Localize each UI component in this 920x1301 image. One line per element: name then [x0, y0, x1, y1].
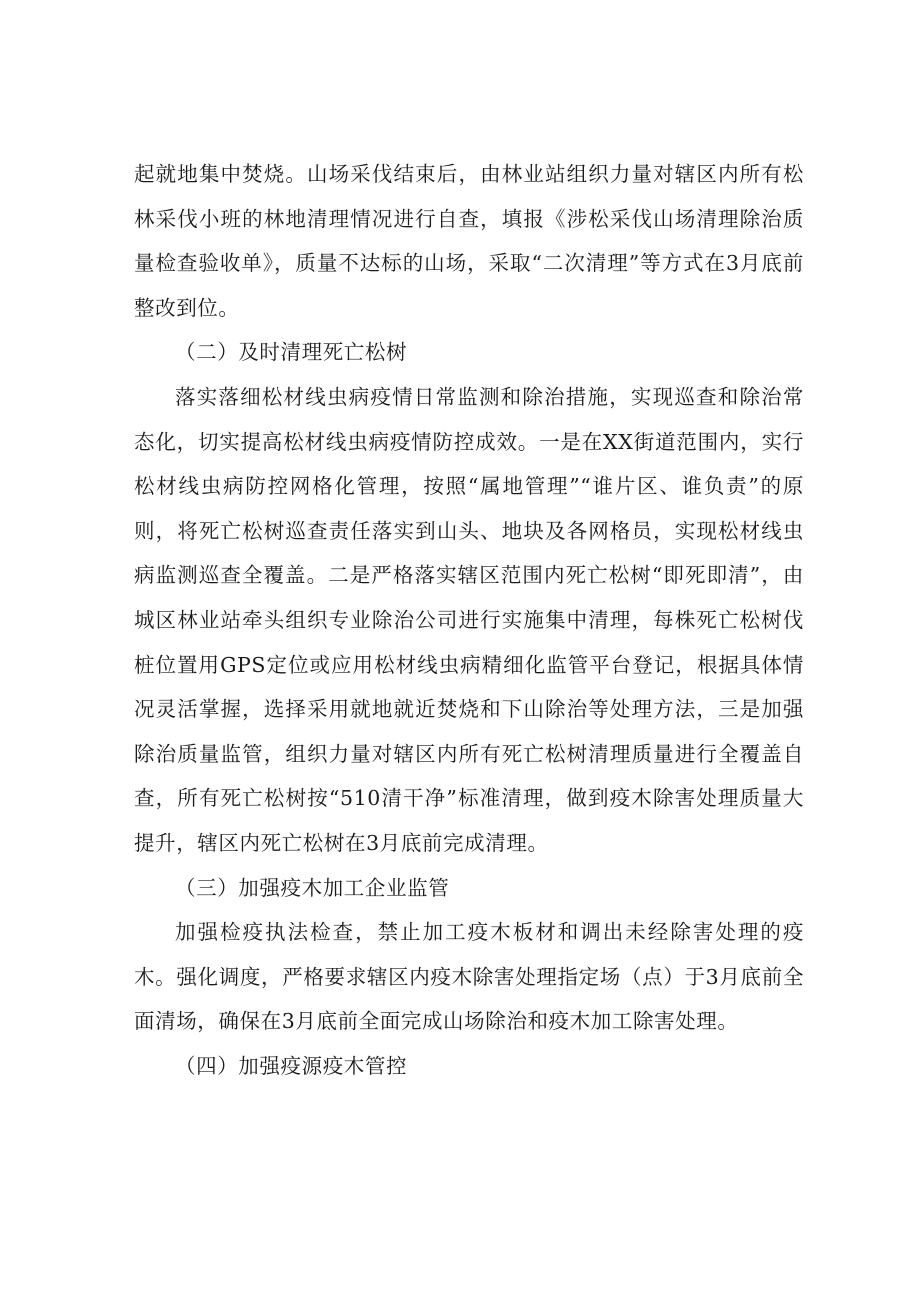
section-heading-3: （三）加强疫木加工企业监管 — [175, 875, 450, 900]
paragraph-processing-supervision: 加强检疫执法检查，禁止加工疫木板材和调出未经除害处理的疫木。强化调度，严格要求辖区内疫木除害处理指定场（点）于3月底前全面清场，确保在3月底前全面完成山场除治和疫木加工除害处理。 — [134, 920, 804, 1034]
paragraph-dead-pine-cleanup: 落实落细松材线虫病疫情日常监测和除治措施，实现巡查和除治常态化，切实提高松材线虫病疫情防控成效。一是在XX街道范围内，实行松材线虫病防控网格化管理，按照“属地管理”“谁片区、谁负责”的原则，将死亡松树巡查责任落实到山头、地块及各网格员，实现松材线虫病监测巡查全覆盖。二是严格落实辖区范围内死亡松树“即死即清”，由城区林业站牵头组织专业除治公司进行实施集中清理，每株死亡松树伐桩位置用GPS定位或应用松材线虫病精细化监管平台登记，根据具体情况灵活掌握，选择采用就地就近焚烧和下山除治等处理方法，三是加强除治质量监管，组织力量对辖区内所有死亡松树清理质量进行全覆盖自查，所有死亡松树按“510清干净”标准清理，做到疫木除害处理质量大提升，辖区内死亡松树在3月底前完成清理。 — [134, 384, 804, 855]
section-heading-4: （四）加强疫源疫木管控 — [175, 1053, 408, 1078]
paragraph-continuation: 起就地集中焚烧。山场采伐结束后，由林业站组织力量对辖区内所有松林采伐小班的林地清理情况进行自查，填报《涉松采伐山场清理除治质量检查验收单》，质量不达标的山场，采取“二次清理”等方式在3月底前整改到位。 — [134, 162, 804, 320]
section-heading-2: （二）及时清理死亡松树 — [175, 340, 408, 365]
document-body — [134, 152, 804, 1088]
